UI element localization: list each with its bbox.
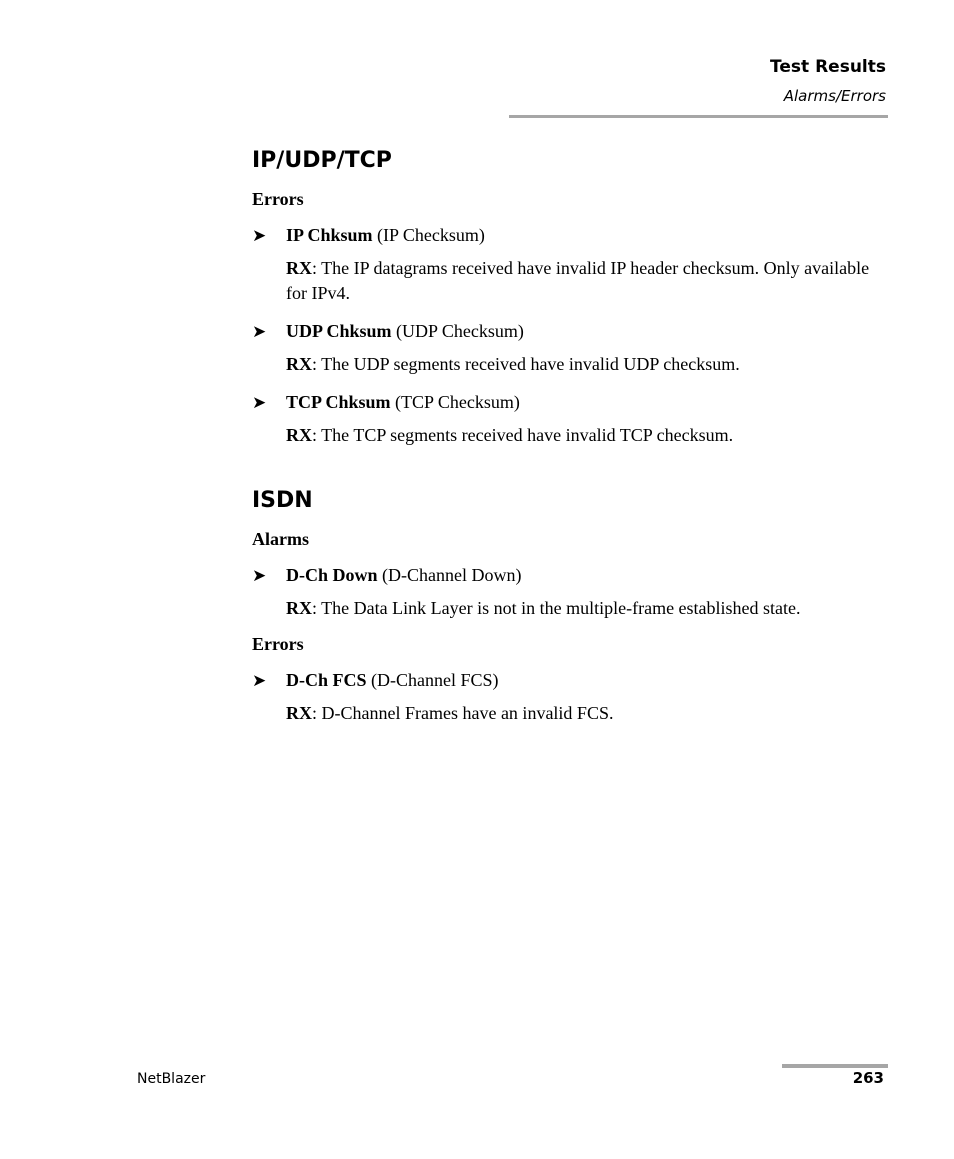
desc-key: RX	[286, 425, 312, 445]
section-heading: ISDN	[252, 488, 313, 513]
item-description	[252, 352, 888, 377]
group-label-errors: Errors	[252, 189, 304, 209]
item-description	[252, 596, 888, 621]
item-expansion: (IP Checksum)	[372, 225, 485, 245]
desc-key: RX	[286, 258, 312, 278]
item-expansion: (D-Channel FCS)	[366, 670, 499, 690]
list-item-dch-fcs	[252, 669, 888, 691]
item-term: TCP Chksum	[286, 392, 391, 412]
item-term: UDP Chksum	[286, 321, 392, 341]
page-number: 263	[852, 1069, 884, 1087]
desc-key: RX	[286, 354, 312, 374]
desc-key: RX	[286, 703, 312, 723]
desc-text: : D-Channel Frames have an invalid FCS.	[312, 703, 614, 723]
item-term: D-Ch Down	[286, 565, 378, 585]
item-description	[252, 256, 888, 306]
desc-text: : The Data Link Layer is not in the multiple-frame established state.	[312, 598, 801, 618]
arrow-bullet-icon: ➤	[252, 671, 267, 691]
desc-text: : The IP datagrams received have invalid IP header checksum. Only available for IPv4.	[286, 258, 870, 303]
item-expansion: (TCP Checksum)	[390, 392, 520, 412]
section-isdn	[252, 486, 888, 726]
arrow-bullet-icon: ➤	[252, 322, 267, 342]
desc-key: RX	[286, 598, 312, 618]
desc-text: : The UDP segments received have invalid UDP checksum.	[312, 354, 740, 374]
desc-text: : The TCP segments received have invalid TCP checksum.	[312, 425, 734, 445]
footer-rule	[782, 1064, 888, 1068]
arrow-bullet-icon: ➤	[252, 393, 267, 413]
item-term: IP Chksum	[286, 225, 373, 245]
header-rule	[509, 115, 888, 118]
group-label-errors: Errors	[252, 634, 304, 654]
footer-product-name: NetBlazer	[137, 1071, 206, 1087]
arrow-bullet-icon: ➤	[252, 566, 267, 586]
list-item-udp-chksum	[252, 320, 888, 342]
running-header-subtitle: Alarms/Errors	[783, 87, 886, 105]
item-term: D-Ch FCS	[286, 670, 367, 690]
item-expansion: (D-Channel Down)	[377, 565, 522, 585]
section-heading: IP/UDP/TCP	[252, 148, 392, 173]
group-label-alarms: Alarms	[252, 529, 309, 549]
item-description	[252, 423, 888, 448]
arrow-bullet-icon: ➤	[252, 226, 267, 246]
list-item-tcp-chksum	[252, 391, 888, 413]
item-expansion: (UDP Checksum)	[391, 321, 524, 341]
item-description	[252, 701, 888, 726]
page-content	[252, 146, 888, 726]
list-item-ip-chksum	[252, 224, 888, 246]
running-header-title: Test Results	[770, 57, 886, 77]
list-item-dch-down	[252, 564, 888, 586]
section-ip-udp-tcp	[252, 146, 888, 448]
